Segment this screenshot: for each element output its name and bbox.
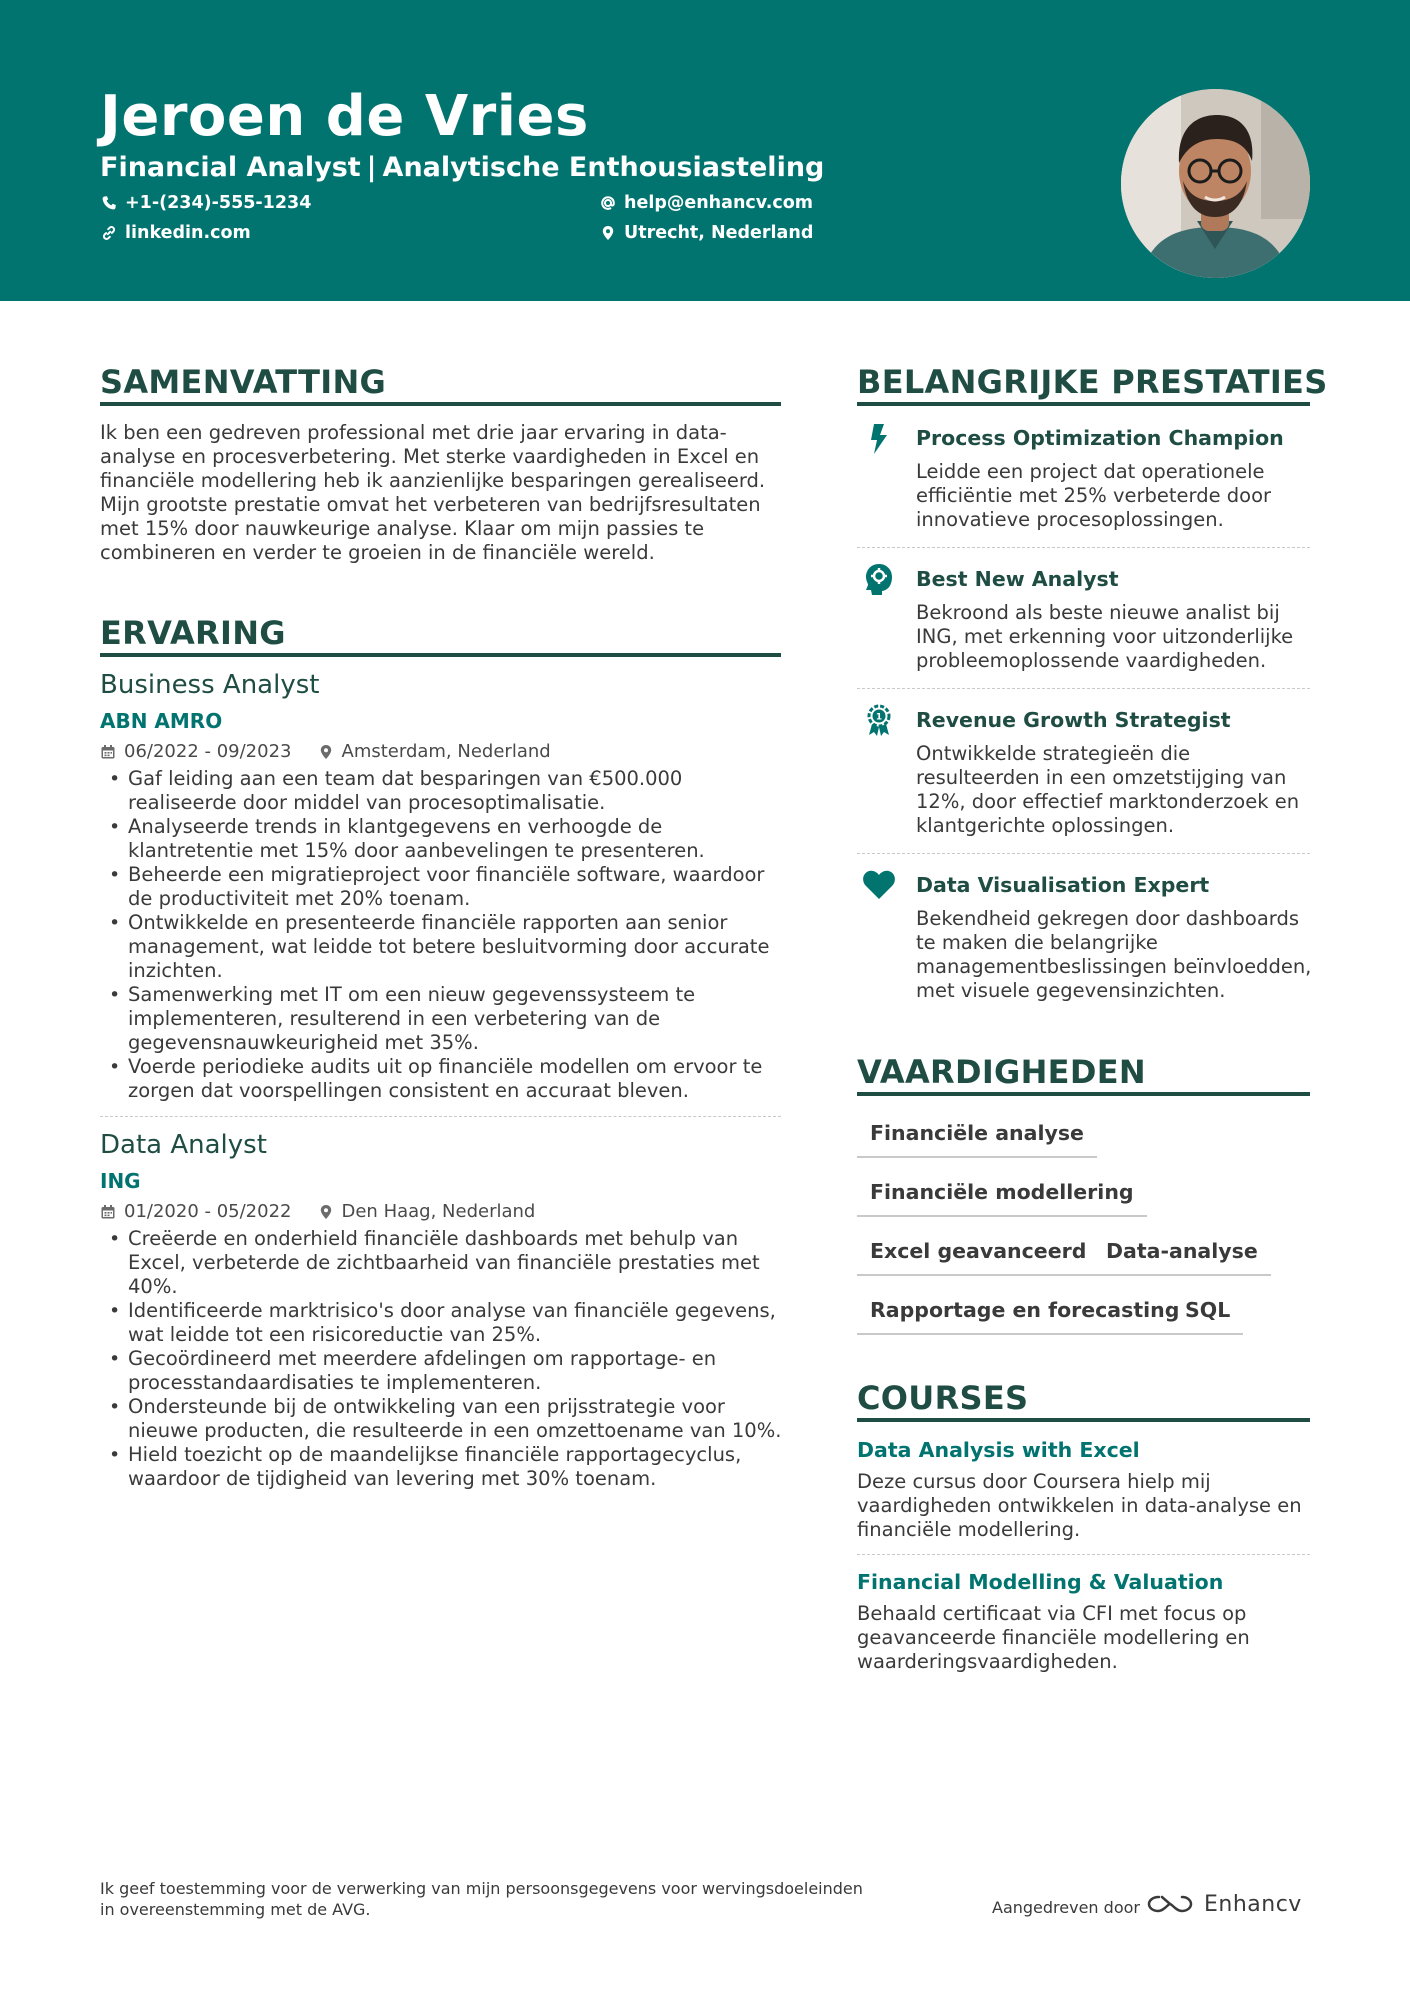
skill-tag: Excel geavanceerd [857, 1238, 1099, 1276]
course-title: Data Analysis with Excel [857, 1438, 1140, 1462]
achievement-text: Leidde een project dat operationele efficiëntie met 25% verbeterde door innovatieve procesoplossingen. [916, 460, 1272, 531]
skills-heading: VAARDIGHEDEN [857, 1053, 1146, 1091]
job-bullet: • Creëerde en onderhield financiële dashboards met behulp van Excel, verbeterde de zichtbaarheid van financiële prestaties met 40%. [100, 1227, 790, 1299]
phone-text: +1-(234)-555-1234 [125, 193, 312, 213]
company-name: ING [100, 1169, 141, 1193]
headline-separator: | [366, 152, 377, 183]
summary-text: Ik ben een gedreven professional met drie jaar ervaring in data-analyse en procesverbetering. Met sterke vaardigheden in Excel en financiële modellering heb ik aanzienlijke besparingen gerealiseerd. Mijn grootste prestatie omvat het verbeteren van bedrijfsresultaten met 15% door nauwkeurige analyse. Klaar om mijn passies te combineren en verder te groeien in de financiële wereld. [100, 421, 766, 564]
linkedin-text: linkedin.com [125, 223, 251, 243]
achievement-title: Best New Analyst [916, 567, 1119, 591]
head-icon [862, 562, 896, 596]
headline-tagline: Analytische Enthousiasteling [382, 152, 825, 183]
achievement-title: Data Visualisation Expert [916, 873, 1210, 897]
job-bullets [100, 767, 790, 1103]
job-title: Data Analyst [100, 1130, 267, 1160]
profile-photo [1121, 89, 1310, 278]
brand-logo[interactable] [1146, 1891, 1302, 1917]
job-bullet: • Hield toezicht op de maandelijkse financiële rapportagecyclus, waardoor de tijdigheid van levering met 30% toenam. [100, 1443, 790, 1491]
job-bullet: • Samenwerking met IT om een nieuw gegevenssysteem te implementeren, resulterend in een verbetering van de gegevensnauwkeurigheid met 35%. [100, 983, 790, 1055]
job-title: Business Analyst [100, 670, 320, 700]
skill-tag: Financiële modellering [857, 1179, 1147, 1217]
summary-rule [100, 402, 781, 406]
achievements-heading: BELANGRIJKE PRESTATIES [857, 363, 1328, 401]
svg-text:1: 1 [875, 712, 883, 723]
at-icon [600, 195, 616, 211]
contact-linkedin[interactable] [101, 222, 251, 244]
summary-heading: SAMENVATTING [100, 363, 387, 401]
experience-rule [100, 653, 781, 657]
infinity-logo-icon [1146, 1891, 1194, 1917]
course-text: Behaald certificaat via CFI met focus op geavanceerde financiële modellering en waarderingsvaardigheden. [857, 1602, 1250, 1673]
skill-tag: SQL [1172, 1297, 1243, 1335]
brand-name: Enhancv [1204, 1891, 1302, 1917]
job-bullet: • Gaf leiding aan een team dat besparingen van €500.000 realiseerde door middel van procesoptimalisatie. [100, 767, 790, 815]
achievement-divider [857, 853, 1310, 854]
skill-tag: Data-analyse [1093, 1238, 1271, 1276]
job-bullet: • Ondersteunde bij de ontwikkeling van een prijsstrategie voor nieuwe producten, die resulteerde in een omzettoename van 10%. [100, 1395, 790, 1443]
powered-by-label: Aangedreven door [992, 1898, 1140, 1917]
achievement-text: Bekroond als beste nieuwe analist bij ING, met erkenning voor uitzonderlijke probleemoplossende vaardigheden. [916, 601, 1294, 672]
job-location-wrap [318, 1201, 536, 1223]
job-bullet: • Analyseerde trends in klantgegevens en verhoogde de klantretentie met 15% door aanbevelingen te presenteren. [100, 815, 790, 863]
job-dates: 01/2020 - 05/2022 [124, 1201, 292, 1222]
achievement-divider [857, 547, 1310, 548]
job-meta [100, 1201, 535, 1223]
headline-role: Financial Analyst [100, 152, 361, 183]
consent-note: Ik geef toestemming voor de verwerking van mijn persoonsgegevens voor wervingsdoeleinden in overeenstemming met de AVG. [100, 1879, 863, 1919]
experience-heading: ERVARING [100, 614, 286, 652]
location-text: Utrecht, Nederland [624, 223, 814, 243]
job-bullet: • Gecoördineerd met meerdere afdelingen om rapportage- en processtandaardisaties te implementeren. [100, 1347, 790, 1395]
location-pin-icon [600, 225, 616, 241]
company-name: ABN AMRO [100, 709, 223, 733]
job-dates: 06/2022 - 09/2023 [124, 741, 292, 762]
job-bullet: • Voerde periodieke audits uit op financiële modellen om ervoor te zorgen dat voorspellingen consistent en accuraat bleven. [100, 1055, 790, 1103]
heart-icon [862, 868, 896, 902]
contact-email[interactable] [600, 192, 813, 214]
achievement-title: Revenue Growth Strategist [916, 708, 1231, 732]
contact-phone[interactable] [101, 192, 311, 214]
job-location: Den Haag, Nederland [341, 1201, 536, 1222]
achievement-text: Ontwikkelde strategieën die resulteerden in een omzetstijging van 12%, door effectief marktonderzoek en klantgerichte oplossingen. [916, 742, 1300, 837]
achievement-text: Bekendheid gekregen door dashboards te maken die belangrijke managementbeslissingen beïnvloedden, met visuele gegevensinzichten. [916, 907, 1312, 1002]
lightning-icon [862, 422, 896, 456]
location-pin-icon [318, 744, 334, 760]
calendar-icon [100, 744, 116, 760]
course-divider [857, 1554, 1310, 1555]
job-bullet: • Identificeerde marktrisico's door analyse van financiële gegevens, wat leidde tot een risicoreductie van 25%. [100, 1299, 790, 1347]
link-icon [101, 225, 117, 241]
course-title: Financial Modelling & Valuation [857, 1570, 1224, 1594]
calendar-icon [100, 1204, 116, 1220]
email-text: help@enhancv.com [624, 193, 814, 213]
skill-tag: Financiële analyse [857, 1120, 1097, 1158]
courses-heading: COURSES [857, 1379, 1029, 1417]
phone-icon [101, 195, 117, 211]
candidate-name: Jeroen de Vries [100, 84, 589, 149]
course-text: Deze cursus door Coursera hielp mij vaardigheden ontwikkelen in data-analyse en financiële modellering. [857, 1470, 1302, 1541]
achievement-title: Process Optimization Champion [916, 426, 1284, 450]
job-divider [100, 1116, 781, 1117]
candidate-headline [100, 150, 824, 186]
job-location: Amsterdam, Nederland [341, 741, 551, 762]
job-bullet: • Ontwikkelde en presenteerde financiële rapporten aan senior management, wat leidde tot betere besluitvorming door accurate inzichten. [100, 911, 790, 983]
avatar-illustration [1121, 89, 1310, 278]
award-icon [862, 703, 896, 737]
job-bullets [100, 1227, 790, 1491]
job-location-wrap [318, 741, 551, 763]
achievement-divider [857, 688, 1310, 689]
skills-rule [857, 1092, 1310, 1096]
skill-tag: Rapportage en forecasting [857, 1297, 1192, 1335]
achievements-rule [857, 402, 1310, 406]
header-banner [0, 0, 1410, 301]
contact-location [600, 222, 813, 244]
job-bullet: • Beheerde een migratieproject voor financiële software, waardoor de productiviteit met 20% toenam. [100, 863, 790, 911]
courses-rule [857, 1418, 1310, 1422]
job-meta [100, 741, 551, 763]
location-pin-icon [318, 1204, 334, 1220]
